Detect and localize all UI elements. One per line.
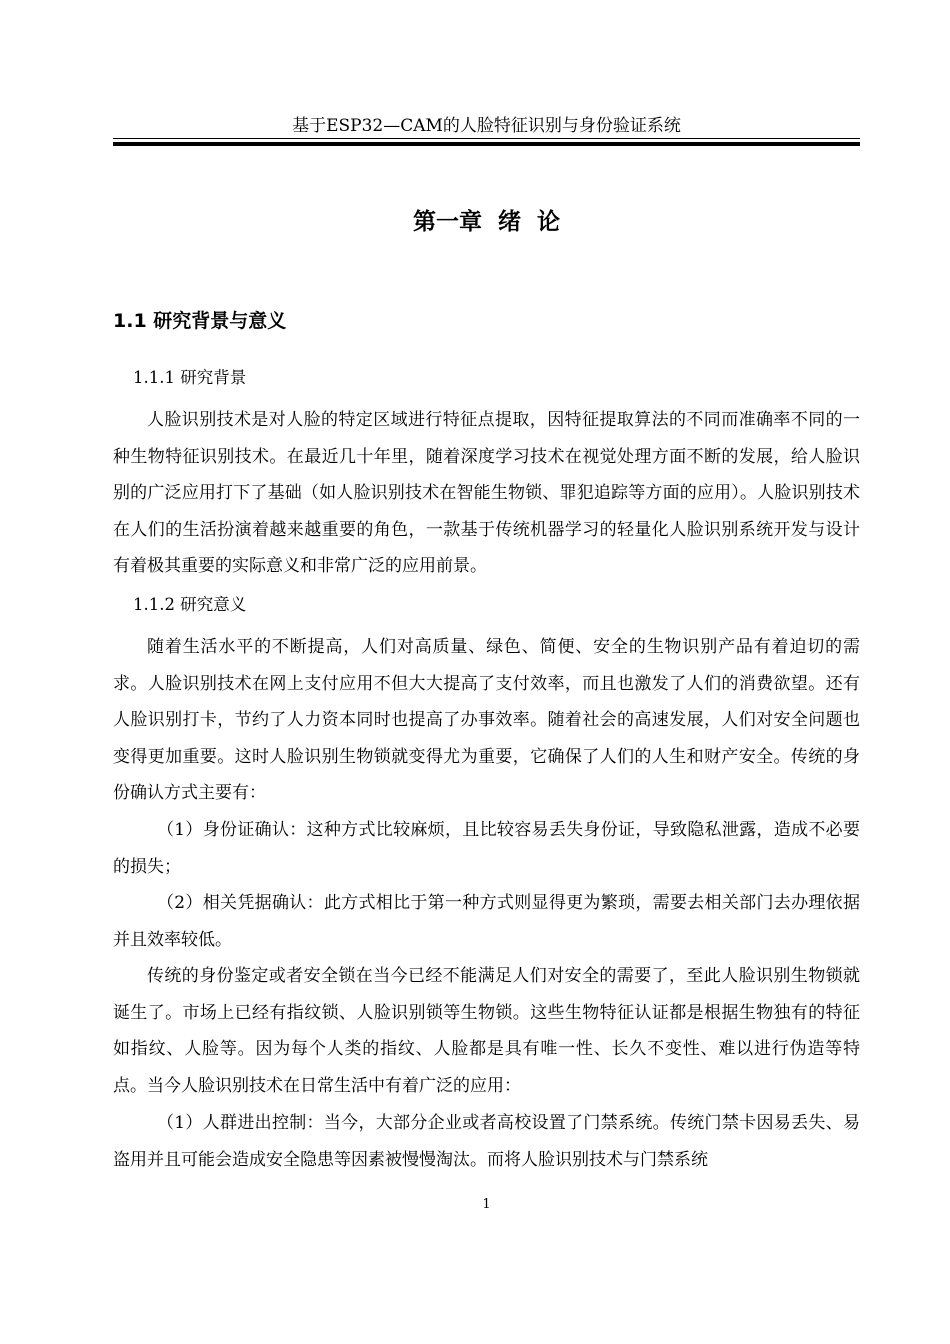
subsection-heading-background: 1.1.1 研究背景	[133, 368, 247, 387]
page-number: 1	[482, 1197, 491, 1212]
paragraph-biometric-locks: 传统的身份鉴定或者安全锁在当今已经不能满足人们对安全的需要了，至此人脸识别生物锁就诞生了。市场上已经有指纹锁、人脸识别锁等生物锁。这些生物特征认证都是根据生物独有的特征如指纹、人脸等。因为每个人类的指纹、人脸都是具有唯一性、长久不变性、难以进行伪造等特点。当今人脸识别技术在日常生活中有着广泛的应用：	[113, 966, 860, 1096]
running-header: 基于ESP32—CAM的人脸特征识别与身份验证系统	[292, 116, 681, 136]
paragraph-background: 人脸识别技术是对人脸的特定区域进行特征点提取，因特征提取算法的不同而准确率不同的一种生物特征识别技术。在最近几十年里，随着深度学习技术在视觉处理方面不断的发展，给人脸识别的广泛应用打下了基础（如人脸识别技术在智能生物锁、罪犯追踪等方面的应用）。人脸识别技术在人们的生活扮演着越来越重要的角色，一款基于传统机器学习的轻量化人脸识别系统开发与设计有着极其重要的实际意义和非常广泛的应用前景。	[113, 410, 860, 576]
paragraph-significance: 随着生活水平的不断提高，人们对高质量、绿色、简便、安全的生物识别产品有着迫切的需求。人脸识别技术在网上支付应用不但大大提高了支付效率，而且也激发了人们的消费欲望。还有人脸识别打卡，节约了人力资本同时也提高了办事效率。随着社会的高速发展，人们对安全问题也变得更加重要。这时人脸识别生物锁就变得尤为重要，它确保了人们的人生和财产安全。传统的身份确认方式主要有：	[113, 637, 860, 803]
list-item-access-control: （1）人群进出控制：当今，大部分企业或者高校设置了门禁系统。传统门禁卡因易丢失、易盗用并且可能会造成安全隐患等因素被慢慢淘汰。而将人脸识别技术与门禁系统	[113, 1113, 860, 1170]
list-item-id-card: （1）身份证确认：这种方式比较麻烦，且比较容易丢失身份证，导致隐私泄露，造成不必要的损失；	[113, 820, 860, 877]
section-heading: 1.1 研究背景与意义	[113, 310, 287, 332]
header-rule-thick	[113, 142, 860, 146]
list-item-credentials: （2）相关凭据确认：此方式相比于第一种方式则显得更为繁琐，需要去相关部门去办理依据并且效率较低。	[113, 893, 860, 950]
header-rule-thin	[113, 138, 860, 139]
chapter-title: 第一章 绪 论	[412, 209, 561, 235]
subsection-heading-significance: 1.1.2 研究意义	[133, 595, 247, 614]
